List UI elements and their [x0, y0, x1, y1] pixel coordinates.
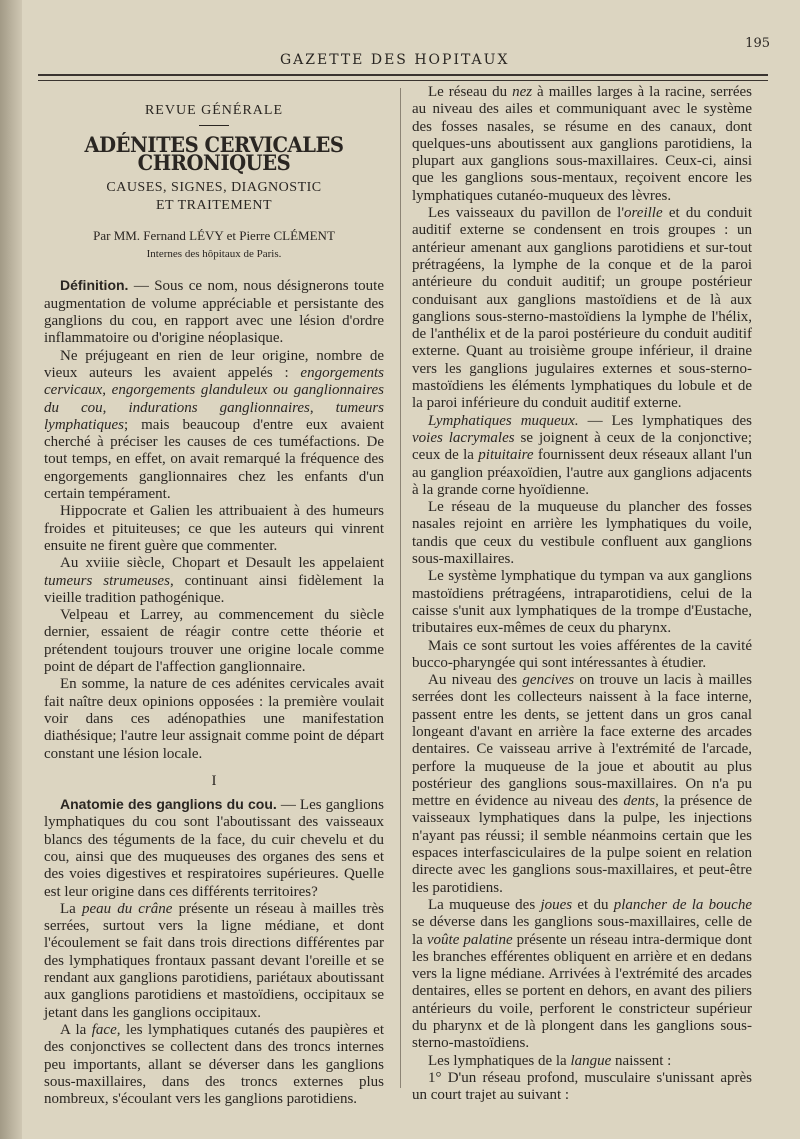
paragraph-text: A la: [60, 1021, 92, 1038]
italic-term: gencives: [522, 672, 575, 689]
paragraph: En somme, la nature de ces adénites cervicales avait fait naître deux opinions opposées : la première voulait voir dans ces adénopathies une manifestation diathésique; l'autre leur assignait comme point de départ constant une lésion locale.: [44, 676, 384, 762]
paragraph-lead: Anatomie des ganglions du cou.: [60, 796, 277, 813]
article-title: ADÉNITES CERVICALES CHRONIQUES: [84, 132, 344, 175]
paragraph-text: on trouve un lacis à mailles serrées dont les collecteurs naissent à la face interne, passent entre les dents, se jettent dans un gros canal longeant d'avant en arrière la face externe des arcades dentaires. Ce vaisseau arrive à l'extrémité de l'arcade, perfore la muqueuse de la joue et aboutit au plus postérieur des ganglions sous-maxillaires. On n'a pu mettre en évidence au niveau des: [412, 672, 753, 810]
italic-term: engorgements cervicaux: [44, 364, 384, 399]
paragraph-text: ,: [102, 382, 112, 399]
italic-term: tumeurs strumeuses: [44, 572, 170, 589]
italic-term: face: [91, 1021, 117, 1038]
page-number: 195: [745, 36, 770, 51]
paragraph: [44, 277, 384, 347]
page-binding-shadow: [0, 0, 22, 1139]
paragraph-text: présente un réseau intra-dermique dont les branches efférentes obliquent en arrière et en dedans vers la ligne médiane. Arrivées à l'extrémité des arcades dentaires, elles se portent en dehors, en avant des piliers antérieurs du voile, perforent le constricteur supérieur du pharynx et de là plongent dans les ganglions sous-sterno-mastoïdiens.: [412, 931, 752, 1052]
section-dash: [199, 125, 229, 126]
paragraph-text: Les lymphatiques de la: [428, 1052, 571, 1069]
italic-term: joues: [540, 896, 573, 913]
paragraph-text: fournissent deux réseaux allant l'un au ganglion préaxoïdien, l'autre aux ganglions adjacents à la grande corne hyoïdienne.: [412, 447, 752, 498]
section-number: I: [211, 772, 217, 789]
paragraph-text: — Les lymphatiques des: [578, 412, 752, 429]
paragraph: [412, 897, 752, 1053]
paragraph-text: à mailles larges à la racine, serrées au niveau des ailes et communiquant avec le système des fosses nasales, se résume en des canaux, dont quelques-uns aboutissent aux ganglions parotidiens, la plupart aux ganglions sous-maxillaires. Ceux-ci, ainsi que les ganglions sous-mentaux, reçoivent encore les lymphatiques cutanéo-muqueux des lèvres.: [412, 84, 752, 204]
paragraph: [412, 672, 752, 897]
paragraph-text: Les vaisseaux du pavillon de l': [428, 205, 625, 222]
italic-term: langue: [570, 1052, 612, 1069]
paragraph: [412, 413, 752, 499]
paragraph-text: La muqueuse des: [428, 896, 541, 913]
article-subtitle-1: CAUSES, SIGNES, DIAGNOSTIC: [106, 179, 322, 195]
paragraph-text: La: [60, 900, 82, 917]
header-rule-thin: [38, 80, 768, 81]
paragraph-text: naissent :: [611, 1052, 672, 1069]
paragraph: [412, 205, 752, 413]
paragraph: [44, 901, 384, 1022]
paragraph-text: , la présence de vaisseaux lymphatiques dans la pulpe, les injections n'ayant pas réussi; il semble néanmoins certain que les espaces interfasciculaires de la pulpe soient en relation directe avec les ganglions sous-maxillaires, et peut-être les parotidiens.: [412, 793, 752, 896]
paragraph-text: présente un réseau à mailles très serrées, surtout vers la ligne médiane, et dont l'écoulement se fait dans trois directions différentes par des lymphatiques frontaux passant devant l'oreille et se rendant aux ganglions parotidiens, pariétaux aboutissant aux ganglions parotidiens et mastoïdiens, occipitaux se jetant dans les ganglions occipitaux.: [44, 900, 385, 1021]
paragraph-text: Le réseau du: [428, 84, 513, 100]
italic-term: pituitaire: [478, 447, 534, 464]
paragraph-text: , les lymphatiques cutanés des paupières et des conjonctives se collectent dans des troncs internes peu importants, allant se déverser dans les ganglions sous-maxillaires, dans des troncs externes plus nombreux, s'écoulant vers les ganglions parotidiens.: [44, 1021, 384, 1108]
paragraph-text: , continuant ainsi fidèlement la vieille tradition pathogénique.: [44, 572, 384, 606]
paragraph: Le réseau de la muqueuse du plancher des fosses nasales rejoint en arrière les lymphatiques du voile, tandis que ceux du vestibule confluent aux ganglions sous-maxillaires.: [412, 499, 752, 568]
paragraph-text: Au xviiie siècle, Chopart et Desault les appelaient: [60, 555, 384, 572]
paragraph: [44, 555, 384, 607]
article-authors: Par MM. Fernand LÉVY et Pierre CLÉMENT: [93, 227, 335, 243]
italic-term: Lymphatiques muqueux.: [428, 412, 579, 429]
section-heading: REVUE GÉNÉRALE: [144, 103, 284, 118]
italic-term: dents: [623, 793, 656, 810]
column-divider: [400, 88, 401, 1088]
article-subtitle-2: ET TRAITEMENT: [155, 197, 273, 213]
paragraph: [44, 1022, 384, 1108]
paragraph-text: ,: [309, 399, 336, 416]
italic-term: oreille: [624, 205, 663, 222]
italic-term: indurations ganglionnaires: [128, 399, 310, 416]
journal-title: GAZETTE DES HOPITAUX: [280, 52, 510, 68]
paragraph: [44, 348, 384, 504]
right-column: [412, 84, 752, 1105]
italic-term: plancher de la bouche: [613, 896, 752, 913]
italic-term: voies lacrymales: [412, 429, 515, 446]
italic-term: engorgements glanduleux ou ganglionnaires du cou: [44, 382, 384, 416]
paragraph: Le système lymphatique du tympan va aux ganglions mastoïdiens prétragéens, intraparotidiens, celui de la caisse s'unit aux lymphatiques de la trompe d'Eustache, tributaires eux-mêmes de ceux du pharynx.: [412, 568, 752, 637]
italic-term: nez: [512, 84, 533, 100]
paragraph-text: ; mais beaucoup d'entre eux avaient cherché à préciser les causes de ces tuméfactions. De tout temps, en effet, on avait remarqué la fréquence des engorgements ganglionnaires chez les enfants d'un certain tempérament.: [44, 416, 384, 503]
italic-term: peau du crâne: [81, 900, 173, 917]
paragraph-text: — Les ganglions lymphatiques du cou sont l'aboutissant des vaisseaux blancs des téguments de la face, du cuir chevelu et du cou, ainsi que des muqueuses des organes des sens et des voies digestives et respiratoires supérieures. Quelle est leur origine dans ces différents territoires?: [44, 797, 384, 900]
author-affiliation: Internes des hôpitaux de Paris.: [146, 248, 282, 261]
paragraph-text: Ne préjugeant en rien de leur origine, nombre de vieux auteurs les avaient appelés :: [44, 347, 384, 381]
paragraph-text: ,: [102, 399, 129, 416]
paragraph: Hippocrate et Galien les attribuaient à des humeurs froides et pituiteuses; ce que les auteurs qui vinrent ensuite ne firent guère que commenter.: [44, 503, 384, 554]
paragraph-text: Au niveau des: [428, 672, 523, 689]
paragraph-text: et du conduit auditif externe se condensent en trois groupes : un antérieur amenant aux ganglions parotidiens et sur-tout prétragéens, la lymphe de la conque et de la paroi antérieure du conduit auditif; un groupe postérieur conduisant aux ganglions mastoïdiens et de là aux ganglions sous-sterno-mastoïdiens la lymphe de l'hélix, de l'anthélix et de la paroi postérieure du conduit auditif externe. Quant au troisième groupe inférieur, il draine vers les ganglions jugulaires externes et sous-sterno-mastoïdiens les éléments lymphatiques du lobule et de la paroi inférieure du conduit auditif externe.: [412, 205, 752, 412]
paragraph: 1° D'un réseau profond, musculaire s'unissant après un court trajet au suivant :: [412, 1069, 752, 1104]
paragraph: Velpeau et Larrey, au commencement du siècle dernier, essaient de réagir contre cette théorie et prétendent toujours trouver une origine locale comme point de départ de l'affection ganglionnaire.: [44, 607, 384, 676]
header-rule: [38, 74, 768, 76]
italic-term: tumeurs lymphatiques: [44, 399, 385, 433]
paragraph: [412, 84, 752, 205]
paragraph-lead: Définition.: [60, 277, 129, 294]
paragraph: [44, 796, 384, 901]
paragraph: Mais ce sont surtout les voies afférentes de la cavité bucco-pharyngée qui sont intéressantes à étudier.: [412, 637, 752, 671]
paragraph-text: se déverse dans les ganglions sous-maxillaires, celle de la: [412, 914, 752, 948]
paragraph-text: — Sous ce nom, nous désignerons toute augmentation de volume appréciable et persistante des ganglions du cou, en rapport avec une lésion d'ordre inflammatoire ou d'origine néoplasique.: [44, 278, 384, 347]
italic-term: voûte palatine: [426, 931, 513, 948]
paragraph: [412, 1053, 752, 1070]
paragraph-text: se joignent à ceux de la conjonctive; ceux de la: [412, 429, 752, 464]
left-column: [44, 90, 384, 1108]
paragraph-text: et du: [572, 896, 614, 913]
